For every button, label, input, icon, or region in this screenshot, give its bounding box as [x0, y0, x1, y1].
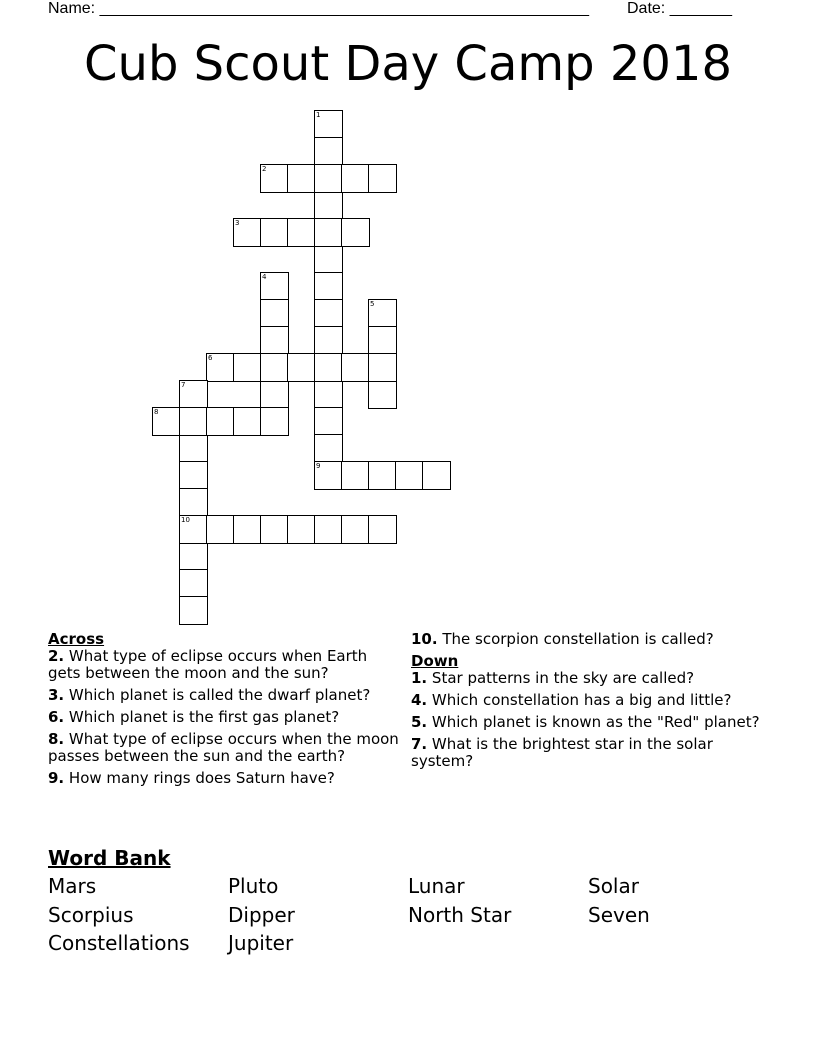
grid-cell[interactable] [233, 515, 262, 544]
grid-cell[interactable] [260, 326, 289, 355]
grid-cell[interactable] [233, 407, 262, 436]
clue-across-9 [48, 770, 404, 787]
grid-cell[interactable] [395, 461, 424, 490]
grid-cell[interactable] [341, 461, 370, 490]
grid-cell[interactable] [179, 542, 208, 571]
grid-cell[interactable] [314, 164, 343, 193]
grid-cell[interactable] [179, 569, 208, 598]
grid-cell[interactable] [260, 218, 289, 247]
clue-across-2 [48, 648, 404, 682]
grid-cell[interactable] [368, 515, 397, 544]
cell-number: 2 [262, 165, 267, 173]
word-bank-item: Dipper [228, 903, 295, 927]
grid-cell[interactable] [314, 299, 343, 328]
grid-cell[interactable] [314, 245, 343, 274]
page-title: Cub Scout Day Camp 2018 [84, 36, 732, 92]
clue-number: 7. [411, 735, 428, 753]
clue-across-6 [48, 709, 404, 726]
date-field-line: Date: _______ [627, 0, 732, 17]
grid-cell[interactable] [368, 326, 397, 355]
word-bank-item: Pluto [228, 874, 279, 898]
cell-number: 5 [370, 300, 375, 308]
grid-cell[interactable] [206, 407, 235, 436]
grid-cell[interactable] [314, 434, 343, 463]
grid-cell[interactable] [368, 353, 397, 382]
grid-cell[interactable] [206, 515, 235, 544]
grid-cell[interactable] [314, 218, 343, 247]
name-field-line: Name: _______________________________________________________ [48, 0, 589, 17]
grid-cell[interactable] [260, 515, 289, 544]
clue-down-4 [411, 692, 767, 709]
grid-cell[interactable] [233, 353, 262, 382]
grid-cell[interactable] [314, 353, 343, 382]
grid-cell[interactable] [422, 461, 451, 490]
right-clue-column [411, 631, 767, 775]
word-bank-item: Jupiter [228, 931, 294, 955]
clue-number: 10. [411, 630, 438, 648]
grid-cell-5-down-1[interactable] [368, 299, 397, 328]
grid-cell[interactable] [314, 191, 343, 220]
word-bank-item: Scorpius [48, 903, 134, 927]
grid-cell[interactable] [260, 299, 289, 328]
grid-cell-8-across-1[interactable] [152, 407, 181, 436]
grid-cell-1-down-1[interactable] [314, 110, 343, 139]
clue-number: 9. [48, 769, 65, 787]
grid-cell-7-down-1[interactable] [179, 380, 208, 409]
grid-cell-9-across-1[interactable] [314, 461, 343, 490]
grid-cell[interactable] [341, 218, 370, 247]
grid-cell[interactable] [341, 164, 370, 193]
grid-cell[interactable] [287, 164, 316, 193]
clue-text: Which constellation has a big and little? [431, 691, 732, 709]
clue-down-5 [411, 714, 767, 731]
grid-cell[interactable] [287, 515, 316, 544]
grid-cell[interactable] [314, 407, 343, 436]
cell-number: 9 [316, 462, 321, 470]
grid-cell[interactable] [179, 407, 208, 436]
word-bank-item: Lunar [408, 874, 465, 898]
word-bank-item: Constellations [48, 931, 190, 955]
clue-down-1 [411, 670, 767, 687]
grid-cell-4-down-1[interactable] [260, 272, 289, 301]
grid-cell[interactable] [368, 380, 397, 409]
clue-text: What is the brightest star in the solar system? [411, 735, 713, 770]
clue-down-7 [411, 736, 767, 770]
clue-number: 6. [48, 708, 65, 726]
grid-cell[interactable] [179, 461, 208, 490]
clue-across-10 [411, 631, 767, 648]
grid-cell[interactable] [314, 515, 343, 544]
clue-text: How many rings does Saturn have? [68, 769, 335, 787]
grid-cell[interactable] [287, 353, 316, 382]
grid-cell[interactable] [179, 488, 208, 517]
word-bank-item: Mars [48, 874, 97, 898]
cell-number: 7 [181, 381, 186, 389]
clue-across-8 [48, 731, 404, 765]
down-heading: Down [411, 652, 459, 670]
grid-cell[interactable] [260, 380, 289, 409]
grid-cell[interactable] [260, 353, 289, 382]
grid-cell[interactable] [314, 380, 343, 409]
grid-cell-6-across-1[interactable] [206, 353, 235, 382]
clue-text: Which planet is called the dwarf planet? [68, 686, 371, 704]
word-bank-item: Solar [588, 874, 639, 898]
grid-cell[interactable] [314, 272, 343, 301]
word-bank-item: Seven [588, 903, 650, 927]
cell-number: 1 [316, 111, 321, 119]
grid-cell[interactable] [179, 596, 208, 625]
grid-cell[interactable] [314, 326, 343, 355]
grid-cell[interactable] [314, 137, 343, 166]
clue-text: What type of eclipse occurs when Earth gets between the moon and the sun? [48, 647, 368, 682]
cell-number: 3 [235, 219, 240, 227]
cell-number: 6 [208, 354, 213, 362]
clue-text: Which planet is known as the "Red" planet? [431, 713, 760, 731]
clue-number: 1. [411, 669, 428, 687]
clue-number: 4. [411, 691, 428, 709]
grid-cell[interactable] [368, 461, 397, 490]
clue-number: 8. [48, 730, 65, 748]
clue-text: Which planet is the first gas planet? [68, 708, 340, 726]
across-clues [48, 631, 404, 792]
across-heading: Across [48, 630, 105, 648]
clue-text: What type of eclipse occurs when the moon passes between the sun and the earth? [48, 730, 399, 765]
cell-number: 8 [154, 408, 159, 416]
cell-number: 10 [181, 516, 190, 524]
word-bank-heading: Word Bank [48, 846, 171, 870]
grid-cell[interactable] [368, 164, 397, 193]
grid-cell-3-across-1[interactable] [233, 218, 262, 247]
grid-cell[interactable] [179, 434, 208, 463]
word-bank-item: North Star [408, 903, 512, 927]
cell-number: 4 [262, 273, 267, 281]
clue-across-3 [48, 687, 404, 704]
clue-number: 3. [48, 686, 65, 704]
clue-number: 2. [48, 647, 65, 665]
clue-text: Star patterns in the sky are called? [431, 669, 695, 687]
clue-text: The scorpion constellation is called? [442, 630, 714, 648]
clue-number: 5. [411, 713, 428, 731]
grid-cell[interactable] [341, 515, 370, 544]
grid-cell[interactable] [287, 218, 316, 247]
grid-cell[interactable] [260, 407, 289, 436]
grid-cell-2-across-1[interactable] [260, 164, 289, 193]
grid-cell-10-across-1[interactable] [179, 515, 208, 544]
grid-cell[interactable] [341, 353, 370, 382]
